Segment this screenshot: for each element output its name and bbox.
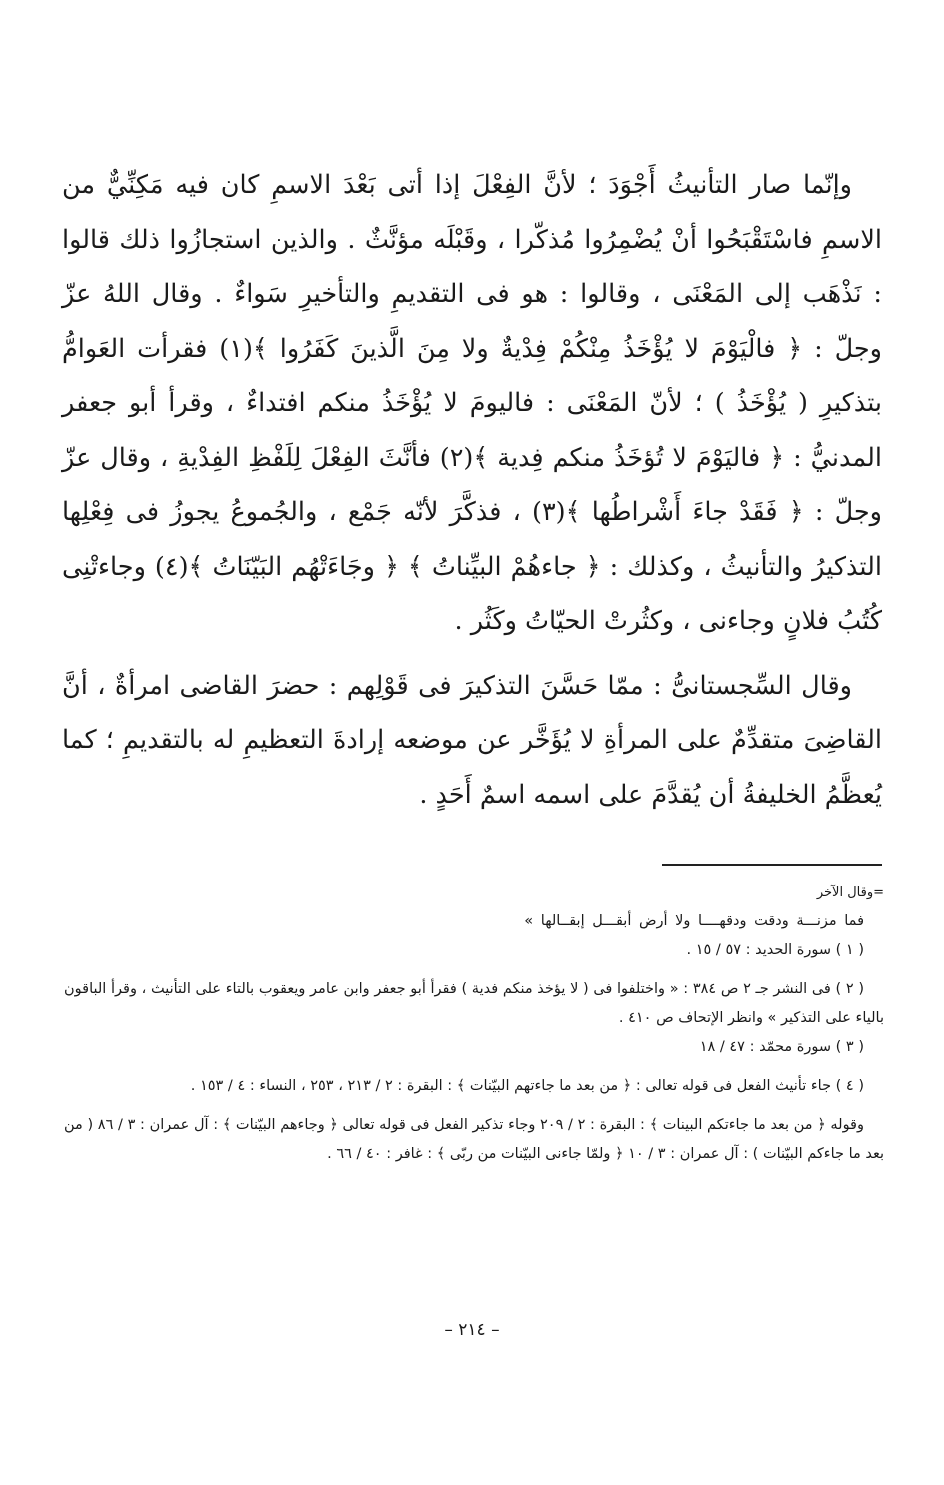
footnote-item: وقوله ﴿ من بعد ما جاءتكم البينات ﴾ : البقرة : ٢ / ٢٠٩ وجاء تذكير الفعل فى قوله تعالى ﴿ وجاءهم البيّنات ﴾ : آل عمران : ٣ / ٨٦ ( من بعد ما جاءكم البيّنات ) : آل عمران : ٣ / ١٠ ﴿ ولمّا جاءنى البيّنات من ربّى ﴾ : غافر : ٤٠ / ٦٦ . bbox=[64, 1117, 884, 1162]
main-text-body bbox=[62, 158, 882, 822]
footnote-item: ( ٢ ) فى النشر جـ ٢ ص ٣٨٤ : « واختلفوا فى ( لا يؤخذ منكم فدية ) فقرأ أبو جعفر وابن عامر ويعقوب بالتاء على التأنيث ، وقرأ الباقون بالياء على التذكير » وانظر الإتحاف ص ٤١٠ . bbox=[64, 981, 884, 1026]
footnote-separator bbox=[662, 864, 882, 866]
footnote-verse: فما مزنـــة ودقت ودقهــــا ولا أرض أبقـــل إبقــالها » bbox=[524, 913, 864, 929]
footnotes-section bbox=[64, 878, 884, 1169]
footnote-continuation-label: =وقال الآخر bbox=[816, 885, 884, 900]
page-number: – ٢١٤ – bbox=[444, 1320, 500, 1340]
main-paragraph: وإنّما صار التأنيثُ أَجْوَدَ ؛ لأنَّ الفِعْلَ إذا أتى بَعْدَ الاسمِ كان فيه مَكِنِّيٌّ من الاسمِ فاسْتَقْبَحُوا أنْ يُضْمِرُوا مُذكّرا ، وقَبْلَه مؤنَّثٌ . والذين استجازُوا ذلك قالوا : نَذْهَب إلى المَعْنَى ، وقالوا : هو فى التقديمِ والتأخيرِ سَواءٌ . وقال اللهُ عزّ وجلّ : ﴿ فالْيَوْمَ لا يُؤْخَذُ مِنْكُمْ فِدْيةٌ ولا مِنَ الَّذينَ كَفَرُوا ﴾(١) فقرأت العَوامُّ بتذكيرِ ( يُؤْخَذُ ) ؛ لأنّ المَعْنَى : فاليومَ لا يُؤْخَذُ منكم افتداءٌ ، وقرأ أبو جعفر المدنيُّ : ﴿ فاليَوْمَ لا تُؤخَذُ منكم فِدية ﴾(٢) فأنَّثَ الفِعْلَ لِلَفْظِ الفِدْيةِ ، وقال عزّ وجلّ : ﴿ فَقَدْ جاءَ أَشْراطُها ﴾(٣) ، فذكَّرَ لأنّه جَمْع ، والجُموعُ يجوزُ فى فِعْلِها التذكيرُ والتأنيثُ ، وكذلك : ﴿ جاءهُمْ البيِّناتُ ﴾ ﴿ وجَاءَتْهُم البَيّنَاتُ ﴾(٤) وجاءتْنِى كُتُبُ فلانٍ وجاءنى ، وكثُرتْ الحيّاتُ وكَثُر . bbox=[62, 170, 882, 636]
footnote-item: ( ٣ ) سورة محمّد : ٤٧ / ١٨ bbox=[699, 1039, 864, 1055]
main-paragraph: وقال السِّجستانىُّ : ممّا حَسَّنَ التذكيرَ فى قَوْلِهم : حضرَ القاضى امرأةٌ ، أنَّ القاضِىَ متقدِّمٌ على المرأةِ لا يُؤَخَّر عن موضعه إرادةَ التعظيمِ له بالتقديمِ ؛ كما يُعظَّمُ الخليفةُ أن يُقدَّمَ على اسمه اسمٌ أَحَدٍ . bbox=[62, 670, 882, 810]
footnote-item: ( ٤ ) جاء تأنيث الفعل فى قوله تعالى : ﴿ من بعد ما جاءتهم البيّنات ﴾ : البقرة : ٢ / ٢١٣ ، ٢٥٣ ، النساء : ٤ / ١٥٣ . bbox=[190, 1078, 864, 1094]
footnote-item: ( ١ ) سورة الحديد : ٥٧ / ١٥ . bbox=[686, 942, 864, 958]
